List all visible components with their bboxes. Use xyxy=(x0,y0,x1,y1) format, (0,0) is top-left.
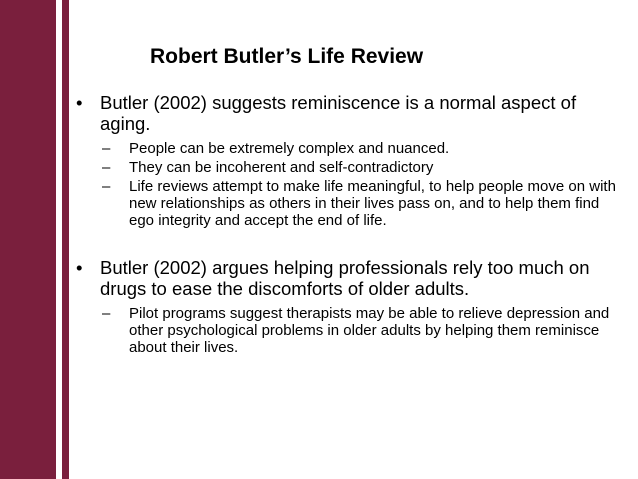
bullet-1 xyxy=(76,92,628,134)
sub-bullet-1-3-text: Life reviews attempt to make life meaningful, to help people move on with new relationships as others in their lives pass on, and to help them find ego integrity and accept the end of life. xyxy=(129,178,616,229)
bullet-2-sub-list xyxy=(76,305,628,356)
sub-bullet-marker: – xyxy=(102,140,111,157)
slide-content xyxy=(76,92,628,358)
left-accent-rule xyxy=(62,0,69,479)
sub-bullet-1-2 xyxy=(76,159,628,176)
sub-bullet-2-1-text: Pilot programs suggest therapists may be able to relieve depression and other psychological problems in older adults by helping them reminisce about their lives. xyxy=(129,305,610,356)
sub-bullet-2-1 xyxy=(76,305,628,356)
bullet-2-text: Butler (2002) argues helping professionals rely too much on drugs to ease the discomforts of older adults. xyxy=(100,257,590,299)
sub-bullet-1-1-text: People can be extremely complex and nuanced. xyxy=(129,140,450,157)
sub-bullet-1-1 xyxy=(76,140,628,157)
sub-bullet-1-2-text: They can be incoherent and self-contradictory xyxy=(129,159,434,176)
left-accent-band xyxy=(0,0,56,479)
sub-bullet-marker: – xyxy=(102,305,111,322)
bullet-2 xyxy=(76,257,628,299)
bullet-marker: • xyxy=(76,92,83,113)
bullet-1-sub-list xyxy=(76,140,628,229)
bullet-marker: • xyxy=(76,257,83,278)
sub-bullet-marker: – xyxy=(102,159,111,176)
bullet-1-text: Butler (2002) suggests reminiscence is a normal aspect of aging. xyxy=(100,92,577,134)
bullet-spacer xyxy=(76,231,628,257)
slide-title: Robert Butler’s Life Review xyxy=(150,45,424,68)
sub-bullet-1-3 xyxy=(76,178,628,229)
sub-bullet-marker: – xyxy=(102,178,111,195)
